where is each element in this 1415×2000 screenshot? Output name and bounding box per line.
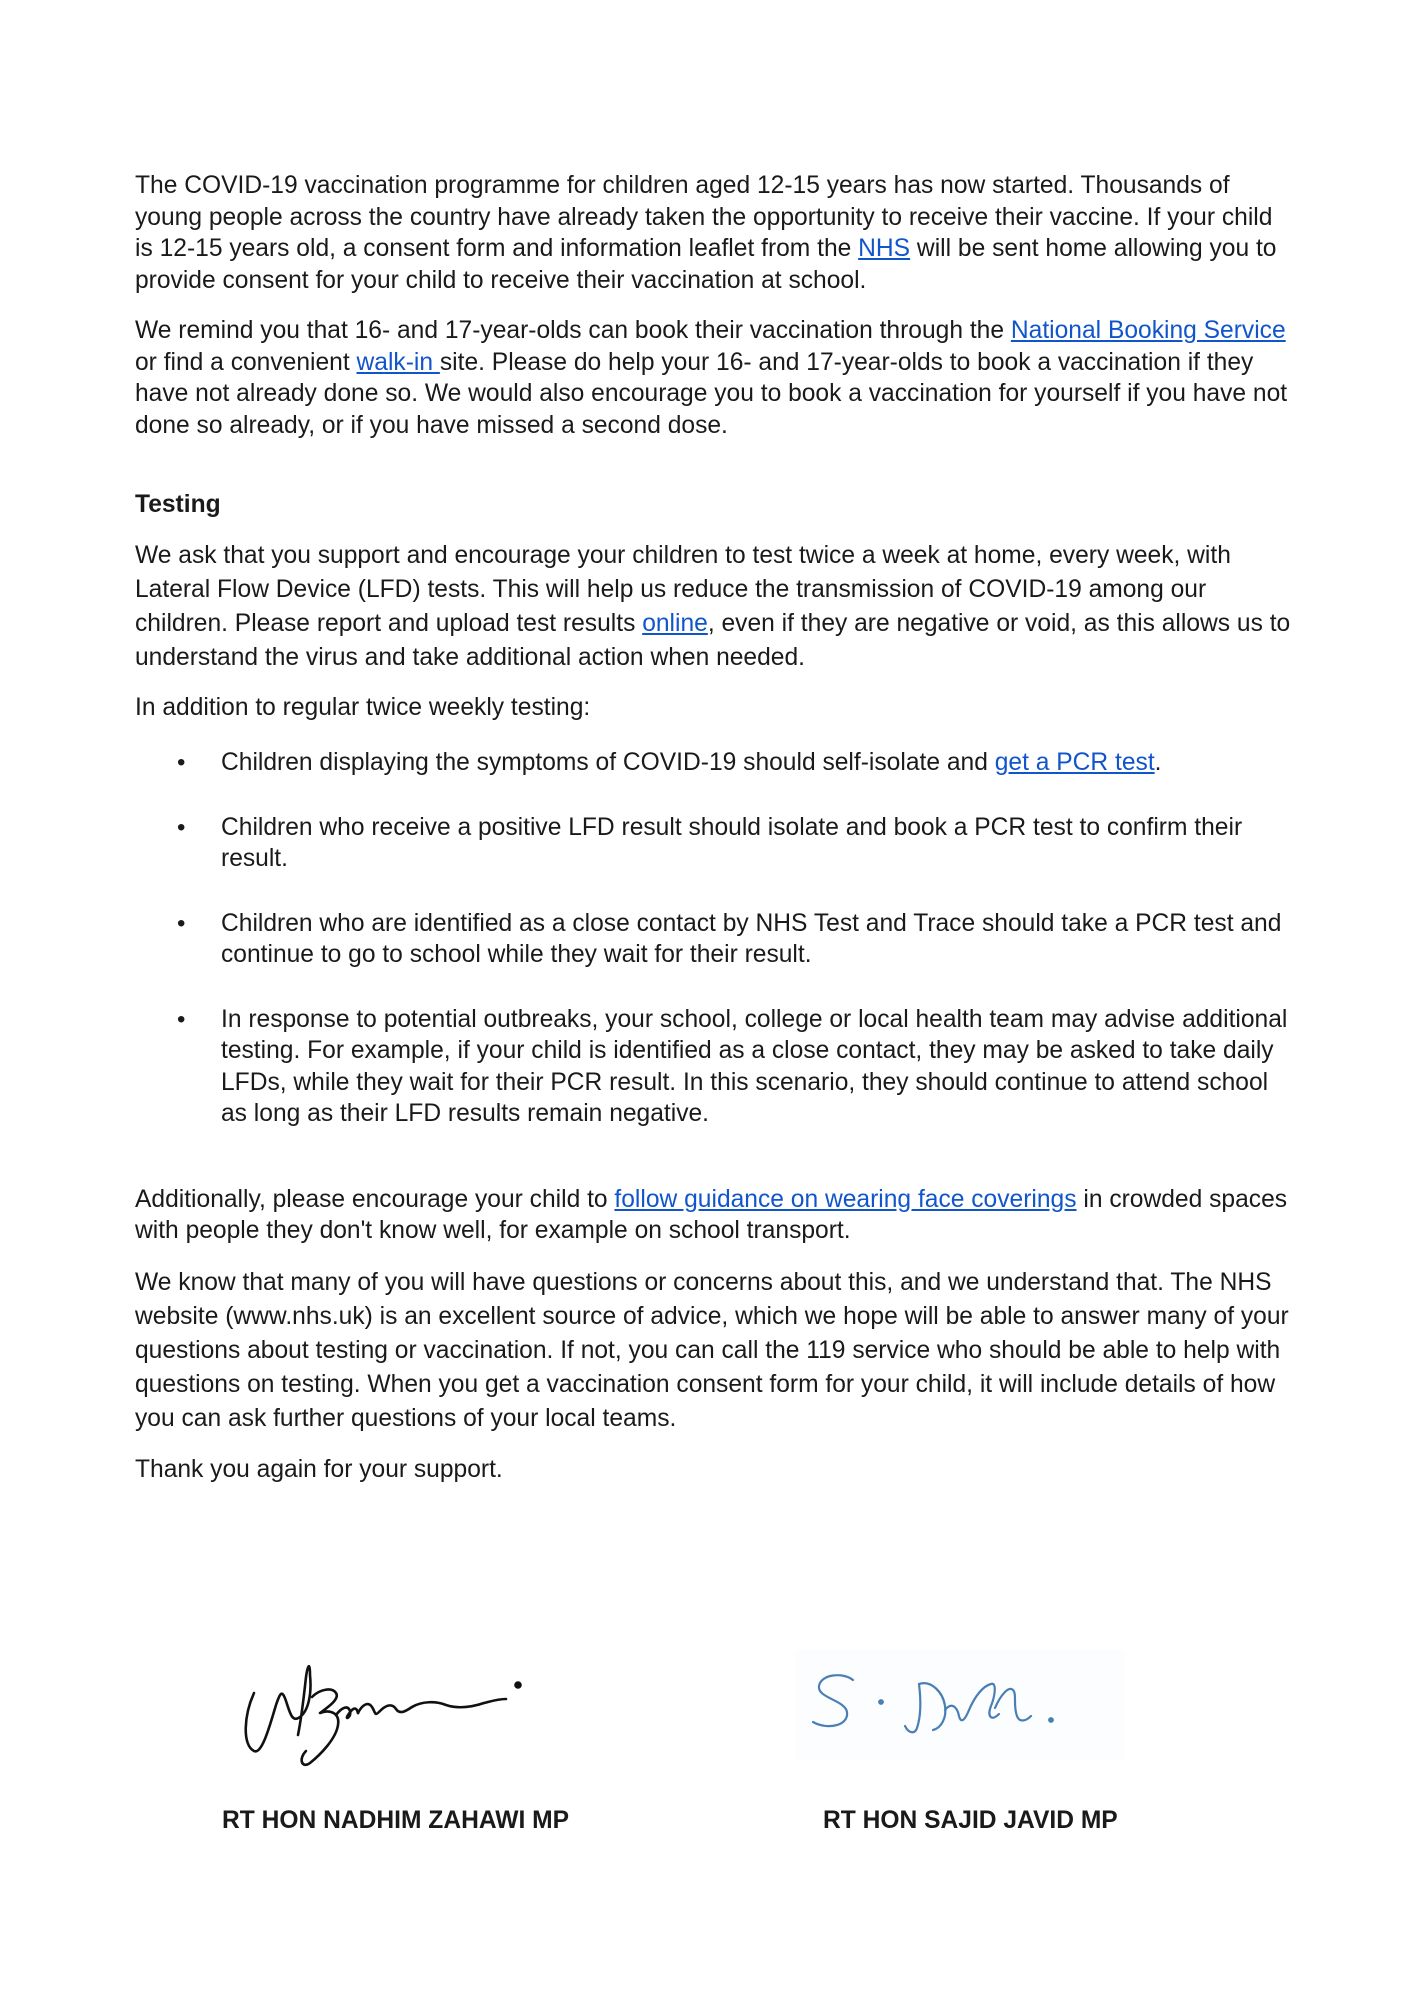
list-item: • Children who are identified as a close contact by NHS Test and Trace should take a PCR test and continue to go to school while they wait for their result. [177,909,1282,968]
national-booking-service-link[interactable]: National Booking Service [1010,317,1286,344]
list-item: • Children displaying the symptoms of COVID-19 should self-isolate and get a PCR test. [135,747,1295,779]
testing-paragraph-1: We ask that you support and encourage your children to test twice a week at home, every week, with Lateral Flow Device (LFD) tests. This will help us reduce the transmission of COVID-19 among our children. Please report and upload test results online, even if they are negative or void, as this allows us to understand the virus and take additional action when needed. [135,541,1291,671]
bullet-icon: • [177,909,186,937]
signatory-name-right: RT HON SAJID JAVID MP [823,1807,1118,1834]
signatory-name-left: RT HON NADHIM ZAHAWI MP [222,1807,570,1834]
letter-body [135,170,1295,1485]
testing-bullet-list [135,747,1295,1130]
signature-right-image [795,1650,1125,1760]
vaccination-paragraph-2: We remind you that 16- and 17-year-olds can book their vaccination through the National Booking Service or find a convenient walk-in site. Please do help your 16- and 17-year-olds to book a vaccination if they have not already done so. We would also encourage you to book a vaccination for yourself if you have not done so already, or if you have missed a second dose. [135,317,1288,439]
nhs-link[interactable]: NHS [858,235,911,262]
closing-paragraph-1: Additionally, please encourage your child to follow guidance on wearing face coverings in crowded spaces with people they don't know well, for example on school transport. [135,1185,1288,1244]
walk-in-link[interactable]: walk-in [356,348,440,376]
list-item: • Children who receive a positive LFD result should isolate and book a PCR test to confirm their result. [177,813,1243,872]
testing-heading: Testing [135,491,221,518]
get-pcr-test-link[interactable]: get a PCR test [994,749,1155,776]
handwritten-signature-icon [795,1650,1125,1760]
list-item: • In response to potential outbreaks, your school, college or local health team may advise additional testing. For example, if your child is identified as a close contact, they may be asked to take daily LFDs, while they wait for their PCR result. In this scenario, they should continue to attend school as long as their LFD results remain negative. [177,1005,1288,1127]
bullet-icon: • [177,749,186,776]
handwritten-signature-icon [240,1655,560,1770]
closing-paragraph-3: Thank you again for your support. [135,1455,503,1483]
signature-left-image [240,1655,560,1770]
online-link[interactable]: online [642,609,708,637]
face-coverings-guidance-link[interactable]: follow guidance on wearing face coverings [614,1185,1077,1213]
bullet-icon: • [177,813,186,841]
bullet-icon: • [177,1005,186,1033]
closing-paragraph-2: We know that many of you will have questions or concerns about this, and we understand that. The NHS website (www.nhs.uk) is an excellent source of advice, which we hope will be able to answer many of your questions about testing or vaccination. If not, you can call the 119 service who should be able to help with questions on testing. When you get a vaccination consent form for your child, it will include details of how you can ask further questions of your local teams. [135,1268,1289,1432]
testing-paragraph-2: In addition to regular twice weekly testing: [135,693,591,721]
vaccination-paragraph-1: The COVID-19 vaccination programme for children aged 12-15 years has now started. Thousands of young people across the country have already taken the opportunity to receive their vaccine. If your child is 12-15 years old, a consent form and information leaflet from the NHS will be sent home allowing you to provide consent for your child to receive their vaccination at school. [135,172,1277,294]
